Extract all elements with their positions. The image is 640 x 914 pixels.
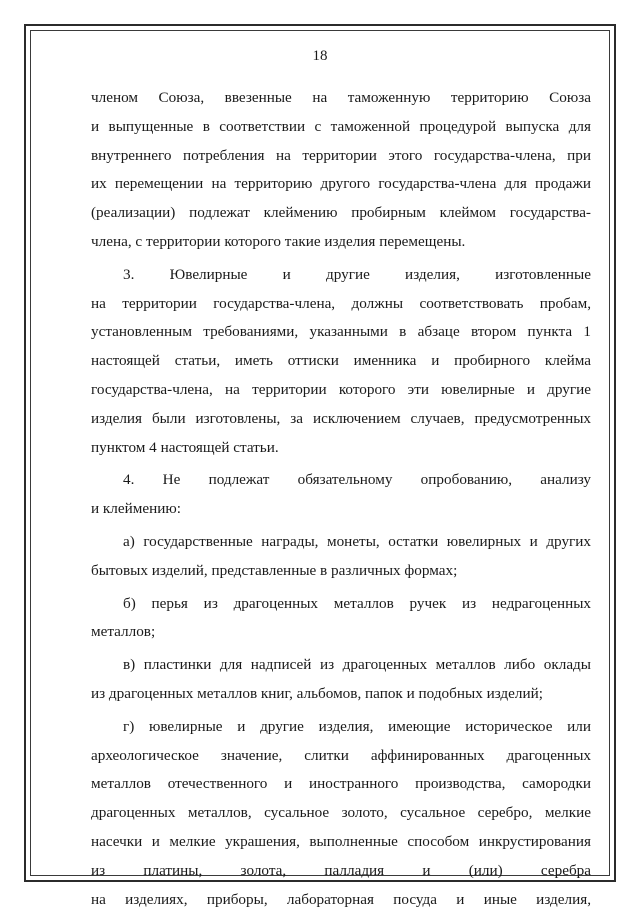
paragraph [91,466,591,524]
text-line: из драгоценных металлов книг, альбомов, папок и подобных изделий; [91,684,543,702]
text-line: 4. Не подлежат обязательному опробованию, анализу [123,471,591,489]
text-line: члена, с территории которого такие изделия перемещены. [91,232,466,250]
text-line: в) пластинки для надписей из драгоценных металлов либо оклады [123,656,591,674]
text-line: на изделиях, приборы, лабораторная посуда и иные изделия, [91,890,591,908]
text-line: изделия были изготовлены, за исключением случаев, предусмотренных [91,409,591,427]
text-line: металлов; [91,623,156,641]
paragraph [91,590,591,648]
text-line: драгоценных металлов, сусальное золото, сусальное серебро, мелкие [91,804,591,822]
text-line: б) перья из драгоценных металлов ручек из недрагоценных [123,594,591,612]
text-line: членом Союза, ввезенные на таможенную территорию Союза [91,89,591,106]
text-line: 3. Ювелирные и другие изделия, изготовленные [123,265,591,283]
text-line: на территории государства-члена, должны соответствовать пробам, [91,294,591,312]
text-line: установленным требованиями, указанными в абзаце втором пункта 1 [91,323,591,341]
text-line: внутреннего потребления на территории этого государства-члена, при [91,146,591,164]
text-line: насечки и мелкие украшения, выполненные способом инкрустирования [91,832,591,850]
text-line: металлов отечественного и иностранного производства, самородки [91,775,591,793]
page-number: 18 [312,48,328,64]
text-line: археологическое значение, слитки аффинированных драгоценных [91,746,591,764]
paragraph [91,261,591,463]
text-line: г) ювелирные и другие изделия, имеющие историческое или [123,717,591,735]
text-line: их перемещении на территорию другого государства-члена для продажи [91,175,591,193]
text-line: государства-члена, на территории которого эти ювелирные и другие [91,380,591,398]
text-line: настоящей статьи, иметь оттиски именника и пробирного клейма [91,352,591,370]
text-line: пунктом 4 настоящей статьи. [91,438,279,456]
text-line: и клеймению: [91,500,181,518]
text-line: из платины, золота, палладия и (или) серебра [91,861,591,879]
paragraph [91,528,591,586]
text-line: бытовых изделий, представленные в различных формах; [91,561,458,579]
text-line: и выпущенные в соответствии с таможенной процедурой выпуска для [91,117,591,135]
paragraph [91,84,591,257]
document-body [91,84,591,914]
paragraph [91,713,591,914]
text-line: (реализации) подлежат клеймению пробирным клеймом государства- [91,204,591,222]
paragraph [91,651,591,709]
text-line: а) государственные награды, монеты, остатки ювелирных и других [123,532,591,550]
